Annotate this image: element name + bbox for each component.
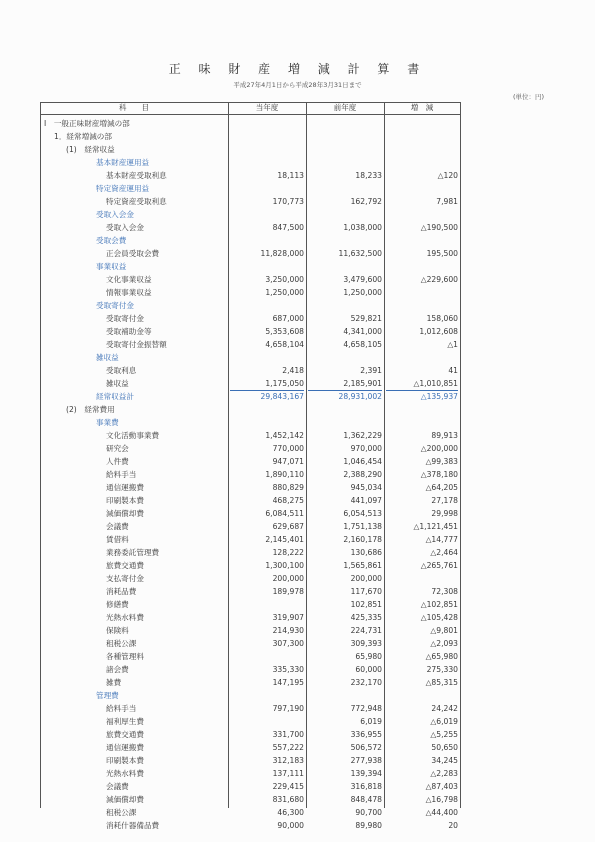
previous-year-value: 2,391 — [360, 366, 382, 375]
change-value: 24,242 — [431, 704, 458, 713]
change-value: △2,464 — [430, 548, 458, 557]
table-row — [40, 780, 545, 793]
table-row — [40, 702, 545, 715]
table-row — [40, 611, 545, 624]
change-value: △2,283 — [430, 769, 458, 778]
table-row — [40, 624, 545, 637]
table-row — [40, 546, 545, 559]
previous-year-value: 130,686 — [350, 548, 382, 557]
previous-year-value: 336,955 — [350, 730, 382, 739]
previous-year-value: 1,751,138 — [343, 522, 382, 531]
row-label: 消耗品費 — [106, 587, 137, 596]
previous-year-value: 1,565,861 — [343, 561, 382, 570]
current-year-value: 629,687 — [272, 522, 304, 531]
table-row — [40, 221, 545, 234]
total-underline — [308, 390, 382, 391]
table-row — [40, 533, 545, 546]
current-year-value: 831,680 — [272, 795, 304, 804]
total-underline — [386, 390, 458, 391]
row-label: 租税公課 — [106, 639, 137, 648]
previous-year-value: 90,700 — [355, 808, 382, 817]
change-value: △105,428 — [420, 613, 458, 622]
table-row — [40, 481, 545, 494]
row-label: 1．経常増減の部 — [54, 132, 112, 141]
period-text: 平成27年4月1日から平成28年3月31日まで — [233, 81, 362, 89]
previous-year-value: 425,335 — [350, 613, 382, 622]
previous-year-value: 945,034 — [350, 483, 382, 492]
row-label: 修繕費 — [106, 600, 129, 609]
table-row — [40, 806, 545, 819]
change-value: 89,913 — [431, 431, 458, 440]
change-value: △16,798 — [425, 795, 458, 804]
row-label: 印刷製本費 — [106, 496, 144, 505]
row-label: 保険料 — [106, 626, 129, 635]
change-value: 41 — [448, 366, 458, 375]
table-row — [40, 364, 545, 377]
previous-year-value: 6,054,513 — [343, 509, 382, 518]
change-value: △265,761 — [420, 561, 458, 570]
table-row — [40, 273, 545, 286]
table-row — [40, 169, 545, 182]
table-row — [40, 416, 545, 429]
previous-year-value: 60,000 — [355, 665, 382, 674]
change-value: △5,255 — [430, 730, 458, 739]
change-value: 29,998 — [431, 509, 458, 518]
row-label: 会議費 — [106, 522, 129, 531]
row-label: 会議費 — [106, 782, 129, 791]
current-year-value: 128,222 — [272, 548, 304, 557]
previous-year-value: 3,479,600 — [343, 275, 382, 284]
current-year-value: 335,330 — [272, 665, 304, 674]
previous-year-value: 848,478 — [350, 795, 382, 804]
previous-year-value: 529,821 — [350, 314, 382, 323]
table-row — [40, 234, 545, 247]
row-label: 支払寄付金 — [106, 574, 144, 583]
current-year-value: 90,000 — [277, 821, 304, 830]
table-row — [40, 715, 545, 728]
current-year-value: 557,222 — [272, 743, 304, 752]
row-label: 事業費 — [96, 418, 119, 427]
previous-year-value: 6,019 — [360, 717, 382, 726]
previous-year-value: 224,731 — [350, 626, 382, 635]
row-label: 各種管理料 — [106, 652, 144, 661]
table-row — [40, 754, 545, 767]
change-value: △190,500 — [420, 223, 458, 232]
current-year-value: 4,658,104 — [265, 340, 304, 349]
document-title: 正 味 財 産 増 減 計 算 書 — [168, 62, 427, 76]
current-year-value: 797,190 — [272, 704, 304, 713]
row-label: 文化活動事業費 — [106, 431, 160, 440]
table-row — [40, 676, 545, 689]
change-value: △99,383 — [425, 457, 458, 466]
current-year-value: 214,930 — [272, 626, 304, 635]
change-value: △6,019 — [430, 717, 458, 726]
previous-year-value: 139,394 — [350, 769, 382, 778]
table-row — [40, 468, 545, 481]
previous-year-value: 200,000 — [350, 574, 382, 583]
previous-year-value: 1,250,000 — [343, 288, 382, 297]
current-year-value: 1,890,110 — [265, 470, 304, 479]
current-year-value: 307,300 — [272, 639, 304, 648]
table-row — [40, 156, 545, 169]
previous-year-value: 232,170 — [350, 678, 382, 687]
previous-year-value: 772,948 — [350, 704, 382, 713]
current-year-value: 319,907 — [272, 613, 304, 622]
previous-year-value: 277,938 — [350, 756, 382, 765]
table-row — [40, 351, 545, 364]
unit-label: (単位：円) — [513, 93, 545, 101]
change-value: △200,000 — [420, 444, 458, 453]
row-label: 特定資産運用益 — [96, 184, 150, 193]
current-year-value: 1,250,000 — [265, 288, 304, 297]
row-label: 印刷製本費 — [106, 756, 144, 765]
row-label: 基本財産運用益 — [96, 158, 150, 167]
change-value: 1,012,608 — [419, 327, 458, 336]
row-label: 経常収益計 — [96, 392, 134, 401]
row-label: 受取入会金 — [96, 210, 134, 219]
current-year-value: 331,700 — [272, 730, 304, 739]
table-row — [40, 663, 545, 676]
table-row — [40, 767, 545, 780]
row-label: 事業収益 — [96, 262, 127, 271]
row-label: (2) 経常費用 — [66, 405, 115, 414]
current-year-value: 1,452,142 — [265, 431, 304, 440]
table-body — [40, 117, 545, 832]
previous-year-value: 162,792 — [350, 197, 382, 206]
table-row — [40, 299, 545, 312]
row-label: 光熱水料費 — [106, 769, 144, 778]
table-row — [40, 325, 545, 338]
header-subject: 科 目 — [119, 103, 149, 112]
table-row — [40, 455, 545, 468]
current-year-value: 2,145,401 — [265, 535, 304, 544]
current-year-value: 847,500 — [272, 223, 304, 232]
row-label: 雑収益 — [96, 353, 119, 362]
current-year-value: 147,195 — [272, 678, 304, 687]
previous-year-value: 309,393 — [350, 639, 382, 648]
row-label: 業務委託管理費 — [106, 548, 160, 557]
table-row — [40, 494, 545, 507]
previous-year-value: 316,818 — [350, 782, 382, 791]
row-label: 給料手当 — [106, 470, 137, 479]
change-value: △85,315 — [425, 678, 458, 687]
table-row — [40, 598, 545, 611]
table-row — [40, 182, 545, 195]
current-year-value: 170,773 — [272, 197, 304, 206]
total-underline — [230, 390, 304, 391]
current-year-value: 1,300,100 — [265, 561, 304, 570]
table-row — [40, 338, 545, 351]
current-year-value: 6,084,511 — [265, 509, 304, 518]
row-label: Ⅰ 一般正味財産増減の部 — [44, 119, 130, 128]
change-value: △9,801 — [430, 626, 458, 635]
header-previous-year: 前年度 — [333, 103, 357, 112]
row-label: 旅費交通費 — [106, 561, 144, 570]
change-value: △65,980 — [425, 652, 458, 661]
row-label: 研究会 — [106, 444, 129, 453]
change-value: 275,330 — [426, 665, 458, 674]
row-label: 減価償却費 — [106, 509, 144, 518]
change-value: △378,180 — [420, 470, 458, 479]
change-value: △64,205 — [425, 483, 458, 492]
change-value: △102,851 — [420, 600, 458, 609]
table-row — [40, 520, 545, 533]
previous-year-value: 102,851 — [350, 600, 382, 609]
row-label: 福利厚生費 — [106, 717, 144, 726]
statement-table — [40, 102, 545, 830]
current-year-value: 18,113 — [277, 171, 304, 180]
table-row — [40, 195, 545, 208]
current-year-value: 687,000 — [272, 314, 304, 323]
change-value: △1,010,851 — [413, 379, 458, 388]
table-row — [40, 689, 545, 702]
row-label: 受取入会金 — [106, 223, 144, 232]
table-row — [40, 403, 545, 416]
previous-year-value: 28,931,002 — [338, 392, 382, 401]
previous-year-value: 2,160,178 — [343, 535, 382, 544]
previous-year-value: 117,670 — [350, 587, 382, 596]
current-year-value: 770,000 — [272, 444, 304, 453]
current-year-value: 947,071 — [272, 457, 304, 466]
current-year-value: 200,000 — [272, 574, 304, 583]
change-value: 27,178 — [431, 496, 458, 505]
previous-year-value: 441,097 — [350, 496, 382, 505]
header-divider — [40, 114, 461, 115]
current-year-value: 5,353,608 — [265, 327, 304, 336]
table-row — [40, 286, 545, 299]
change-value: 158,060 — [426, 314, 458, 323]
row-label: 通信運搬費 — [106, 483, 144, 492]
table-row — [40, 247, 545, 260]
current-year-value: 189,978 — [272, 587, 304, 596]
change-value: 7,981 — [436, 197, 458, 206]
row-label: 受取補助金等 — [106, 327, 152, 336]
row-label: 受取会費 — [96, 236, 127, 245]
table-row — [40, 819, 545, 832]
previous-year-value: 89,980 — [355, 821, 382, 830]
current-year-value: 29,843,167 — [260, 392, 304, 401]
table-row — [40, 559, 545, 572]
change-value: △1,121,451 — [413, 522, 458, 531]
header-change: 増 減 — [410, 103, 434, 112]
table-row — [40, 429, 545, 442]
change-value: 34,245 — [431, 756, 458, 765]
current-year-value: 468,275 — [272, 496, 304, 505]
table-row — [40, 130, 545, 143]
row-label: 賃借料 — [106, 535, 129, 544]
row-label: 減価償却費 — [106, 795, 144, 804]
current-year-value: 137,111 — [272, 769, 304, 778]
table-row — [40, 390, 545, 403]
row-label: 受取寄付金振替額 — [106, 340, 167, 349]
row-label: 管理費 — [96, 691, 119, 700]
change-value: △135,937 — [420, 392, 458, 401]
previous-year-value: 2,388,290 — [343, 470, 382, 479]
previous-year-value: 18,233 — [355, 171, 382, 180]
change-value: △1 — [447, 340, 458, 349]
row-label: 基本財産受取利息 — [106, 171, 167, 180]
change-value: △87,403 — [425, 782, 458, 791]
current-year-value: 3,250,000 — [265, 275, 304, 284]
current-year-value: 46,300 — [277, 808, 304, 817]
table-row — [40, 741, 545, 754]
previous-year-value: 1,038,000 — [343, 223, 382, 232]
row-label: 諸会費 — [106, 665, 129, 674]
previous-year-value: 1,046,454 — [343, 457, 382, 466]
header-current-year: 当年度 — [255, 103, 279, 112]
change-value: 195,500 — [426, 249, 458, 258]
table-row — [40, 377, 545, 390]
previous-year-value: 506,572 — [350, 743, 382, 752]
change-value: 50,650 — [431, 743, 458, 752]
table-row — [40, 143, 545, 156]
previous-year-value: 1,362,229 — [343, 431, 382, 440]
row-label: 正会員受取会費 — [106, 249, 160, 258]
current-year-value: 312,183 — [272, 756, 304, 765]
row-label: 雑収益 — [106, 379, 129, 388]
change-value: △229,600 — [420, 275, 458, 284]
row-label: 文化事業収益 — [106, 275, 152, 284]
row-label: 情報事業収益 — [106, 288, 152, 297]
table-row — [40, 260, 545, 273]
table-row — [40, 728, 545, 741]
current-year-value: 2,418 — [282, 366, 304, 375]
current-year-value: 11,828,000 — [260, 249, 304, 258]
change-value: 20 — [448, 821, 458, 830]
table-row — [40, 793, 545, 806]
previous-year-value: 4,341,000 — [343, 327, 382, 336]
row-label: 受取寄付金 — [96, 301, 134, 310]
row-label: (1) 経常収益 — [66, 145, 115, 154]
change-value: △120 — [437, 171, 458, 180]
previous-year-value: 4,658,105 — [343, 340, 382, 349]
change-value: 72,308 — [431, 587, 458, 596]
row-label: 消耗什器備品費 — [106, 821, 160, 830]
current-year-value: 1,175,050 — [265, 379, 304, 388]
row-label: 人件費 — [106, 457, 129, 466]
change-value: △44,400 — [425, 808, 458, 817]
table-row — [40, 507, 545, 520]
table-row — [40, 442, 545, 455]
current-year-value: 229,415 — [272, 782, 304, 791]
current-year-value: 880,829 — [272, 483, 304, 492]
row-label: 特定資産受取利息 — [106, 197, 167, 206]
row-label: 受取利息 — [106, 366, 137, 375]
row-label: 租税公課 — [106, 808, 137, 817]
table-row — [40, 585, 545, 598]
row-label: 給料手当 — [106, 704, 137, 713]
table-row — [40, 208, 545, 221]
change-value: △2,093 — [430, 639, 458, 648]
previous-year-value: 11,632,500 — [338, 249, 382, 258]
table-row — [40, 312, 545, 325]
change-value: △14,777 — [425, 535, 458, 544]
row-label: 受取寄付金 — [106, 314, 144, 323]
table-row — [40, 572, 545, 585]
row-label: 光熱水料費 — [106, 613, 144, 622]
row-label: 雑費 — [106, 678, 122, 687]
previous-year-value: 2,185,901 — [343, 379, 382, 388]
previous-year-value: 970,000 — [350, 444, 382, 453]
table-row — [40, 650, 545, 663]
row-label: 旅費交通費 — [106, 730, 144, 739]
previous-year-value: 65,980 — [355, 652, 382, 661]
table-row — [40, 117, 545, 130]
row-label: 通信運搬費 — [106, 743, 144, 752]
table-row — [40, 637, 545, 650]
